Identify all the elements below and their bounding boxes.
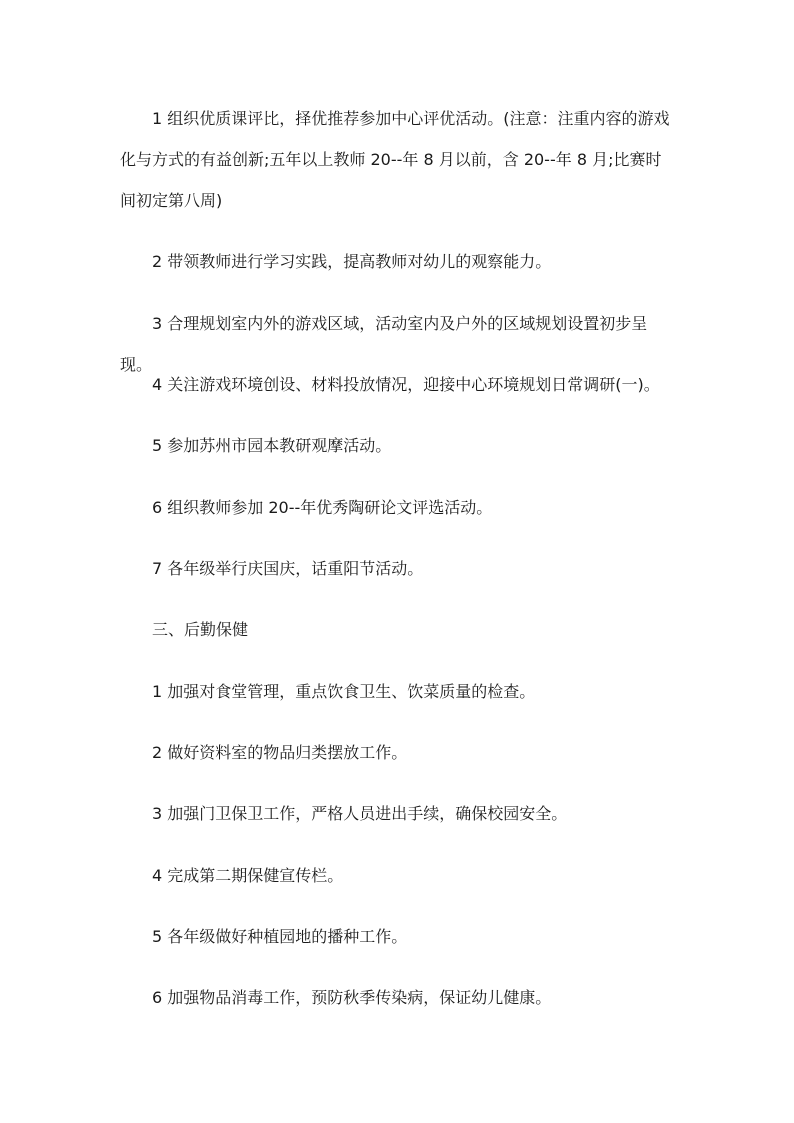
- paragraph-teaching-item-5: 5 参加苏州市园本教研观摩活动。: [152, 436, 392, 455]
- paragraph-teaching-item-1: 1 组织优质课评比，择优推荐参加中心评优活动。(注意：注重内容的游戏化与方式的有益创新;五年以上教师 20--年 8 月以前，含 20--年 8 月;比赛时间初定第八周): [120, 109, 670, 210]
- paragraph-teaching-item-2: 2 带领教师进行学习实践，提高教师对幼儿的观察能力。: [152, 252, 552, 271]
- paragraph-logistics-item-3: 3 加强门卫保卫工作，严格人员进出手续，确保校园安全。: [152, 804, 568, 823]
- paragraph-logistics-item-6: 6 加强物品消毒工作，预防秋季传染病，保证幼儿健康。: [152, 988, 552, 1007]
- paragraph-teaching-item-4: 4 关注游戏环境创设、材料投放情况，迎接中心环境规划日常调研(一)。: [152, 375, 660, 394]
- paragraph-logistics-item-2: 2 做好资料室的物品归类摆放工作。: [152, 743, 408, 762]
- paragraph-teaching-item-7: 7 各年级举行庆国庆，话重阳节活动。: [152, 559, 424, 578]
- section-heading-logistics: 三、后勤保健: [152, 620, 249, 639]
- paragraph-logistics-item-4: 4 完成第二期保健宣传栏。: [152, 866, 344, 885]
- paragraph-logistics-item-1: 1 加强对食堂管理，重点饮食卫生、饮菜质量的检查。: [152, 682, 536, 701]
- paragraph-teaching-item-3: 3 合理规划室内外的游戏区域，活动室内及户外的区域规划设置初步呈现。: [120, 314, 648, 374]
- paragraph-logistics-item-5: 5 各年级做好种植园地的播种工作。: [152, 927, 408, 946]
- paragraph-teaching-item-6: 6 组织教师参加 20--年优秀陶研论文评选活动。: [152, 498, 493, 517]
